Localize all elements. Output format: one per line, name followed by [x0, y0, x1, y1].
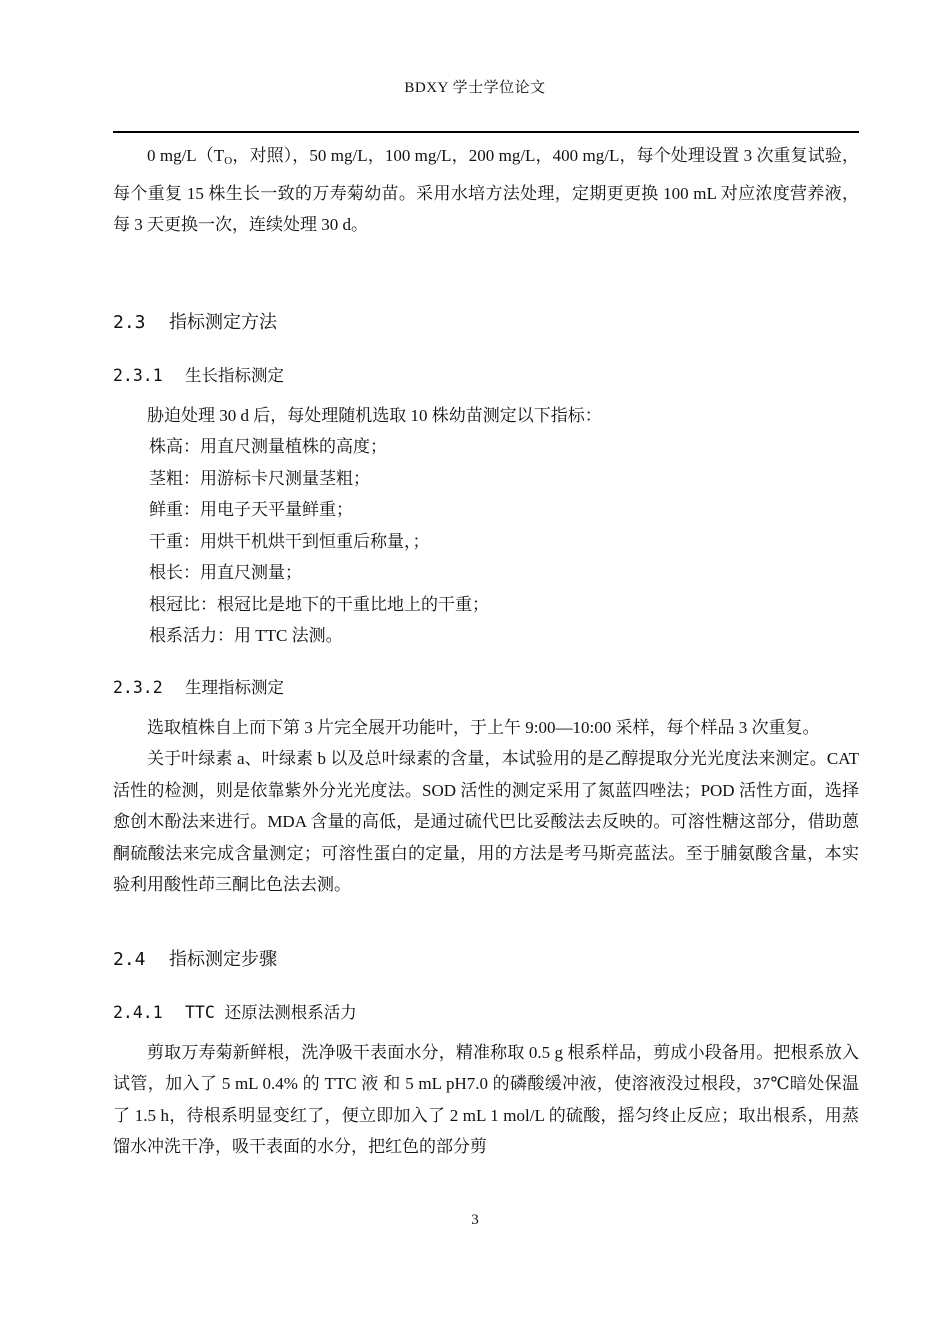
growth-item: 株高：用直尺测量植株的高度；: [149, 437, 387, 456]
subsection-number: 2.3.2: [113, 677, 163, 697]
header-rule: [113, 131, 859, 133]
section-number: 2.4: [113, 948, 146, 970]
subsection-heading-2-3-1: [113, 362, 859, 386]
growth-item: 根冠比：根冠比是地下的干重比地上的干重；: [149, 594, 489, 614]
subsection-title: 生理指标测定: [185, 677, 284, 697]
section-title: 指标测定方法: [169, 311, 277, 333]
subsection-title: TTC 还原法测根系活力: [185, 1002, 357, 1022]
section-heading-2-3: [113, 308, 859, 334]
growth-item: 茎粗：用游标卡尺测量茎粗；: [149, 468, 370, 488]
subsection-heading-2-3-2: [113, 674, 859, 698]
page-body: [113, 140, 859, 1163]
physiology-paragraph-methods: 关于叶绿素 a、叶绿素 b 以及总叶绿素的含量，本试验用的是乙醇提取分光光度法来测定。CAT 活性的检测，则是依靠紫外分光光度法。SOD 活性的测定采用了氮蓝四唑法；POD 活性方面，选择愈创木酚法来进行。MDA 含量的高低，是通过硫代巴比妥酸法去反映的。可溶性糖这部分，借助蒽酮硫酸法来完成含量测定；可溶性蛋白的定量，用的方法是考马斯亮蓝法。至于脯氨酸含量，本实验利用酸性茚三酮比色法去测。: [113, 749, 859, 894]
subsection-number: 2.4.1: [113, 1002, 163, 1022]
page-number: 3: [471, 1212, 479, 1228]
section-number: 2.3: [113, 311, 146, 333]
intro-pre: 0 mg/L（T: [147, 146, 225, 165]
section-title: 指标测定步骤: [169, 948, 277, 970]
growth-item: 根系活力：用 TTC 法测。: [149, 626, 343, 645]
subsection-heading-2-4-1: [113, 999, 859, 1023]
running-header: BDXY 学士学位论文: [404, 80, 546, 96]
intro-post: ，对照），50 mg/L，100 mg/L，200 mg/L，400 mg/L，每个处理设置 3 次重复试验，每个重复 15 株生长一致的万寿菊幼苗。采用水培方法处理，定期更更换 100 mL 对应浓度营养液，每 3 天更换一次，连续处理 30 d。: [113, 146, 859, 234]
ttc-procedure-paragraph: 剪取万寿菊新鲜根，洗净吸干表面水分，精准称取 0.5 g 根系样品，剪成小段备用。把根系放入试管，加入了 5 mL 0.4% 的 TTC 液 和 5 mL pH7.0 的磷酸缓冲液，使溶液没过根段，37℃暗处保温了 1.5 h，待根系明显变红了，便立即加入了 2 mL 1 mol/L 的硫酸，摇匀终止反应；取出根系，用蒸馏水冲洗干净，吸干表面的水分，把红色的部分剪: [113, 1042, 859, 1156]
subsection-number: 2.3.1: [113, 365, 163, 385]
subsection-title: 生长指标测定: [185, 365, 284, 385]
section-heading-2-4: [113, 945, 859, 971]
physiology-paragraph-sampling: 选取植株自上而下第 3 片完全展开功能叶，于上午 9:00—10:00 采样，每个样品 3 次重复。: [147, 717, 820, 737]
growth-item: 鲜重：用电子天平量鲜重；: [149, 500, 353, 519]
growth-item: 根长：用直尺测量；: [149, 563, 302, 582]
growth-item: 干重：用烘干机烘干到恒重后称量，；: [149, 531, 430, 551]
intro-subscript: O: [224, 155, 233, 167]
growth-lead-paragraph: 胁迫处理 30 d 后，每处理随机选取 10 株幼苗测定以下指标：: [147, 405, 602, 425]
intro-paragraph: [113, 140, 859, 241]
